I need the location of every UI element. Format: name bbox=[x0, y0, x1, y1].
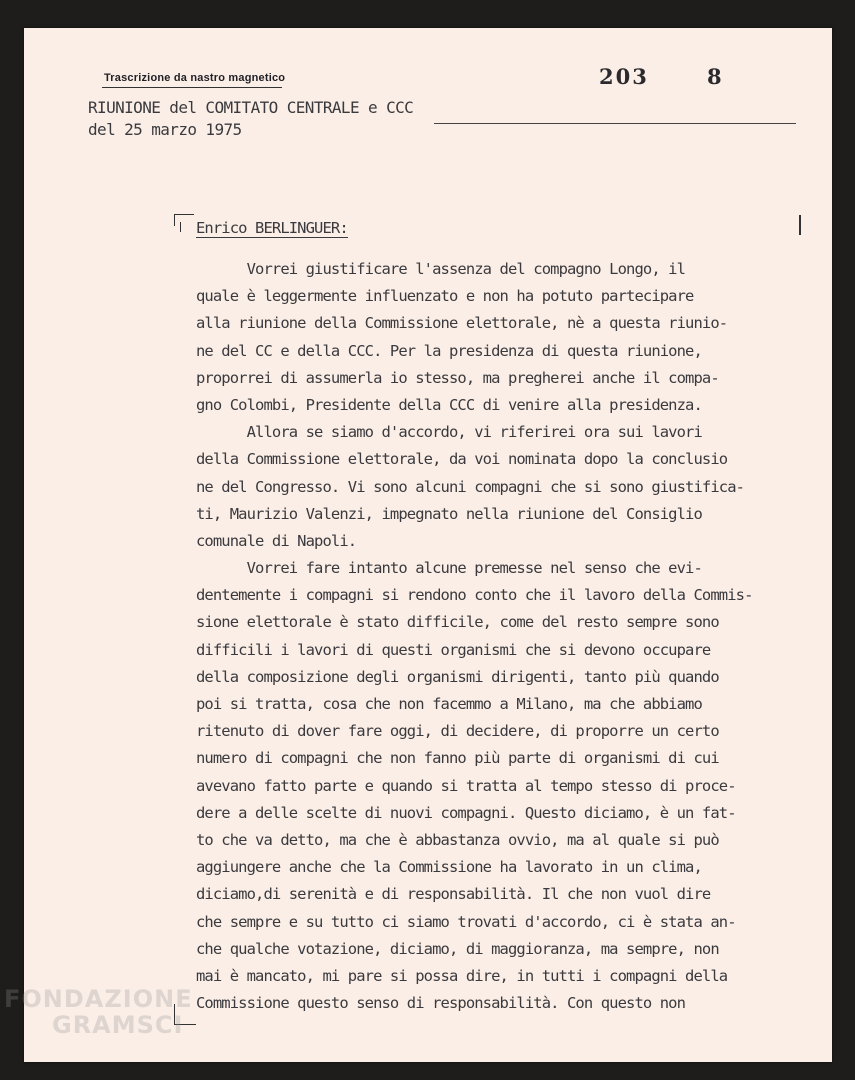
margin-bar-right bbox=[799, 215, 801, 235]
margin-bracket-top-vertical bbox=[174, 214, 175, 226]
watermark-line1: FONDAZIONE bbox=[4, 985, 193, 1013]
transcript-line: Commissione questo senso di responsabilità. Con questo non bbox=[196, 994, 686, 1013]
transcript-line: ne del Congresso. Vi sono alcuni compagni che si sono giustifica- bbox=[196, 477, 745, 496]
transcript-line: ti, Maurizio Valenzi, impegnato nella riunione del Consiglio bbox=[196, 504, 702, 523]
transcript-line: diciamo,di serenità e di responsabilità. Il che non vuol dire bbox=[196, 885, 711, 904]
transcript-line: aggiungere anche che la Commissione ha lavorato in un clima, bbox=[196, 858, 702, 877]
page-number: 203 bbox=[599, 64, 649, 89]
margin-bracket-mark bbox=[180, 222, 181, 232]
transcript-line: della composizione degli organismi dirigenti, tanto più quando bbox=[196, 667, 719, 686]
source-label: Trascrizione da nastro magnetico bbox=[104, 72, 286, 84]
transcript-line: ritenuto di dover fare oggi, di decidere, di proporre un certo bbox=[196, 722, 719, 741]
transcript-line: quale è leggermente influenzato e non ha potuto partecipare bbox=[196, 287, 694, 306]
transcript-line: poi si tratta, cosa che non facemmo a Milano, ma che abbiamo bbox=[196, 695, 702, 713]
transcript-line: Vorrei giustificare l'assenza del compagno Longo, il bbox=[196, 260, 686, 278]
transcript-line: Allora se siamo d'accordo, vi riferirei ora sui lavori bbox=[196, 423, 702, 442]
speaker-name bbox=[196, 219, 348, 237]
document-date: del 25 marzo 1975 bbox=[88, 120, 242, 139]
tape-number: 8 bbox=[707, 64, 722, 89]
transcript-line: avevano fatto parte e quando si tratta al tempo stesso di proce- bbox=[196, 776, 736, 795]
document-page bbox=[24, 28, 832, 1062]
document-title: RIUNIONE del COMITATO CENTRALE e CCC bbox=[88, 98, 414, 117]
margin-bracket-top bbox=[174, 214, 194, 215]
watermark-line2: GRAMSCI bbox=[52, 1011, 184, 1039]
transcript-line: sione elettorale è stato difficile, come del resto sempre sono bbox=[196, 613, 719, 632]
transcript-line: Vorrei fare intanto alcune premesse nel senso che evi- bbox=[196, 559, 702, 578]
source-label-underline bbox=[102, 87, 282, 88]
title-rule bbox=[434, 123, 796, 124]
transcript-line: numero di compagni che non fanno più parte di organismi di cui bbox=[196, 749, 719, 768]
transcript-line: ne del CC e della CCC. Per la presidenza di questa riunione, bbox=[196, 341, 702, 360]
transcript-line: che qualche votazione, diciamo, di maggioranza, ma sempre, non bbox=[196, 939, 719, 958]
transcript-line: alla riunione della Commissione elettorale, nè a questa riunio- bbox=[196, 314, 728, 333]
transcript-line: dentemente i compagni si rendono conto che il lavoro della Commis- bbox=[196, 586, 753, 605]
speaker-label: Enrico BERLINGUER: bbox=[196, 219, 348, 237]
transcript-line: to che va detto, ma che è abbastanza ovvio, ma al quale si può bbox=[196, 830, 719, 849]
transcript-line: della Commissione elettorale, da voi nominata dopo la conclusio bbox=[196, 450, 728, 469]
transcript-line: gno Colombi, Presidente della CCC di venire alla presidenza. bbox=[196, 395, 702, 414]
transcript-line: che sempre e su tutto ci siamo trovati d'accordo, ci è stata an- bbox=[196, 912, 736, 931]
transcript-line: mai è mancato, mi pare si possa dire, in tutti i compagni della bbox=[196, 966, 728, 985]
transcript-line: comunale di Napoli. bbox=[196, 531, 357, 550]
transcript-body bbox=[196, 256, 846, 1017]
transcript-line: difficili i lavori di questi organismi che si devono occupare bbox=[196, 640, 711, 659]
transcript-line: proporrei di assumerla io stesso, ma pregherei anche il compa- bbox=[196, 368, 719, 387]
transcript-line: dere a delle scelte di nuovi compagni. Questo diciamo, è un fat- bbox=[196, 803, 736, 822]
watermark bbox=[4, 986, 193, 1038]
